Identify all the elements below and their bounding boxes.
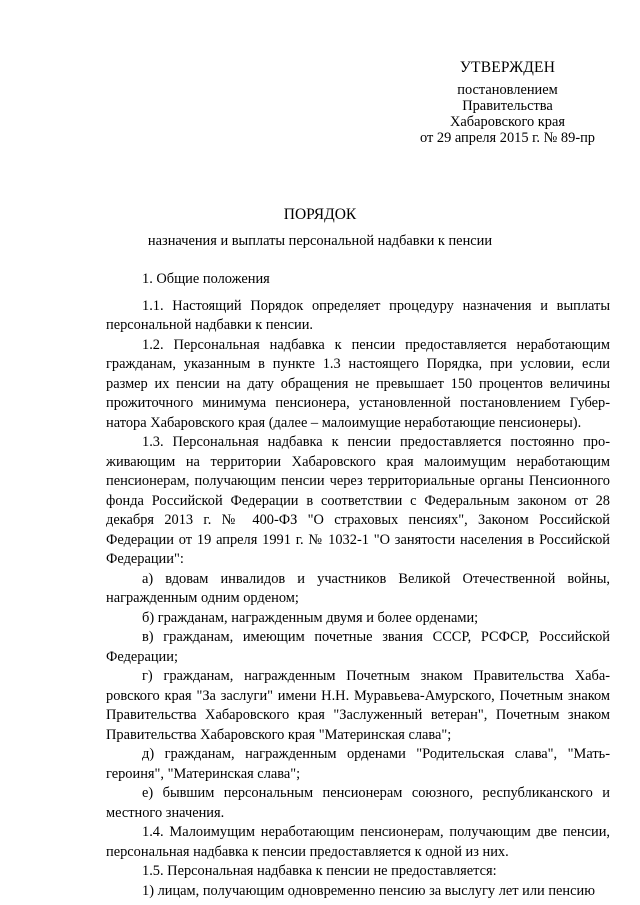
paragraph-1-2: 1.2. Персональная надбавка к пенсии предоставляется неработающим гражданам, указанным в пункте 1.3 настоящего Порядка, при условии, если размер их пенсии на дату обращения не превышает 150 процентов величины прожиточного минимума пенсионера, установленной постановлением Губернатора Хабаровского края (далее – малоимущие неработающие пенсионеры). [106,336,610,431]
approval-line-3: Хабаровского края [450,114,565,130]
approval-line-2: Правительства [462,98,553,114]
approval-heading: УТВЕРЖДЕН [459,59,556,76]
paragraph-1-3: 1.3. Персональная надбавка к пенсии предоставляется постоянно проживающим на территории Хабаровского края малоимущим неработающим пенсионерам, получающим пенсии через территориальные органы Пенсионного фонда Российской Федерации в соответствии с Федеральным законом от 28 декабря 2013 г. № 400-ФЗ "О страховых пенсиях", Законом Российской Федерации от 19 апреля 1991 г. № 1032-1 "О занятости населения в Российской Федерации": [106,434,610,567]
list-item-b: б) гражданам, награжденным двумя и более орденами; [142,609,479,626]
paragraph-1-4: 1.4. Малоимущим неработающим пенсионерам, получающим две пенсии, персональная надбавка к пенсии предоставляется к одной из них. [106,824,610,860]
document-title: ПОРЯДОК [283,206,357,223]
document-subtitle: назначения и выплаты персональной надбавки к пенсии [147,233,493,249]
approval-line-4: от 29 апреля 2015 г. № 89-пр [419,130,596,146]
approval-line-1: постановлением [457,82,558,98]
list-item-1: 1) лицам, получающим одновременно пенсию за выслугу лет или пенсию [142,882,595,899]
paragraph-1-5: 1.5. Персональная надбавка к пенсии не предоставляется: [142,863,497,879]
section-heading: 1. Общие положения [142,271,270,287]
paragraph-1-1: 1.1. Настоящий Порядок определяет процедуру назначения и выплаты персональной надбавки к пенсии. [106,297,610,333]
document-body [106,270,610,901]
list-item-e: е) бывшим персональным пенсионерам союзного, республиканского и местного значения. [106,785,610,821]
list-item-a: а) вдовам инвалидов и участников Великой Отечественной войны, награжденным одним орденом; [106,570,610,606]
list-item-v: в) гражданам, имеющим почетные звания СССР, РСФСР, Российской Федерации; [106,629,610,665]
document-title-block [0,206,640,250]
list-item-g: г) гражданам, награжденным Почетным знаком Правительства Хабаровского края "За заслуги" имени Н.Н. Муравьева-Амурского, Почетным знаком Правительства Хабаровского края "Заслуженный ветеран", Почетным знаком Правительства Хабаровского края "Материнская слава"; [106,668,610,743]
approval-stamp [380,60,635,146]
list-item-d: д) гражданам, награжденным орденами "Родительская слава", "Мать-героиня", "Материнская слава"; [106,746,610,782]
